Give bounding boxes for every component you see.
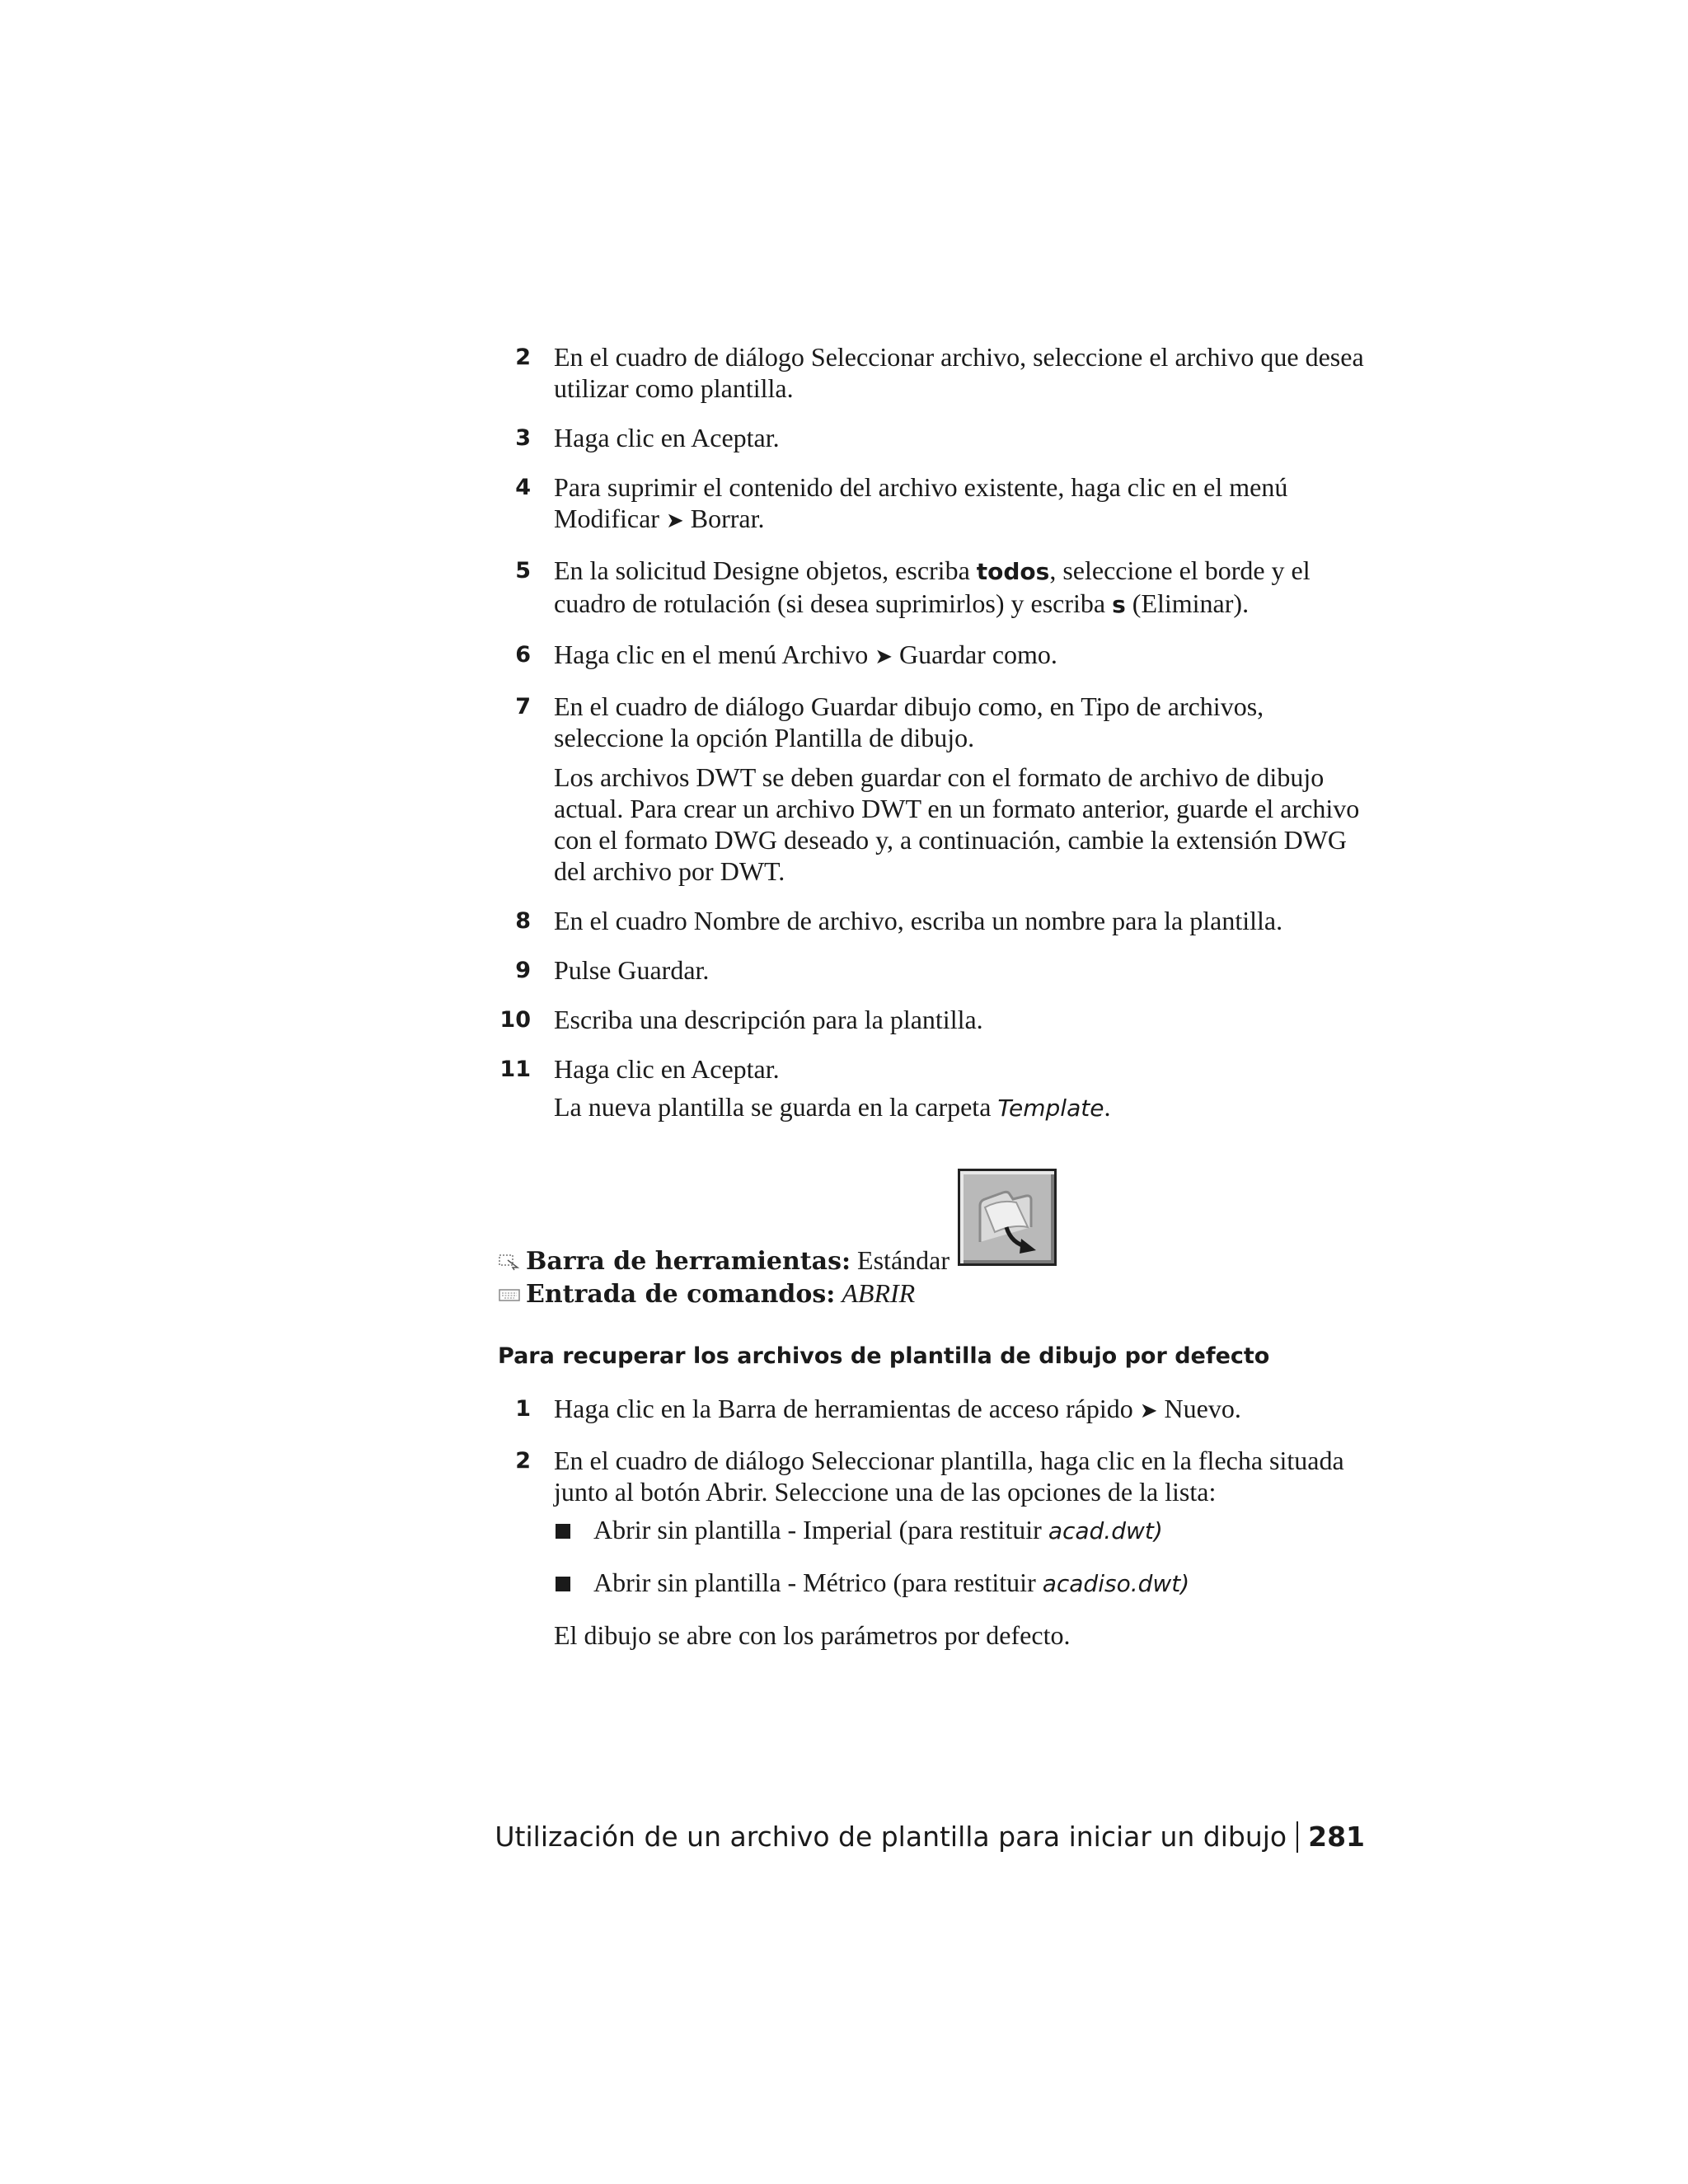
toolbar-icon	[498, 1253, 521, 1271]
step-note: Los archivos DWT se deben guardar con el formato de archivo de dibujo actual. Para crear un archivo DWT en un formato anterior, guarde el archivo con el formato DWG deseado y, a continuación, cambie la extensión DWG del archivo por DWT.	[554, 762, 1360, 886]
step-number: 2	[515, 1448, 531, 1474]
step-number: 4	[515, 475, 531, 500]
step-4	[498, 471, 1372, 537]
step-text: Haga clic en la Barra de herramientas de acceso rápido ➤ Nuevo.	[554, 1394, 1241, 1423]
command-label: Entrada de comandos:	[526, 1280, 836, 1309]
step-10	[498, 1004, 1372, 1035]
open-folder-icon	[967, 1178, 1048, 1257]
command-value: ABRIR	[842, 1278, 916, 1308]
procedure-steps	[498, 341, 1372, 1142]
step-5	[498, 555, 1372, 621]
step-text: En el cuadro de diálogo Seleccionar plantilla, haga clic en la flecha situada junto al botón Abrir. Seleccione una de las opciones de la lista:	[554, 1446, 1344, 1507]
step-text: Haga clic en el menú Archivo ➤ Guardar como.	[554, 640, 1057, 669]
footer-separator	[1296, 1821, 1298, 1853]
step-8	[498, 905, 1372, 936]
step-note: La nueva plantilla se guarda en la carpeta Template.	[554, 1092, 1111, 1122]
step-number: 9	[515, 958, 531, 983]
step-number: 8	[515, 908, 531, 934]
file-name: acadiso.dwt)	[1042, 1570, 1190, 1597]
step-11	[498, 1053, 1372, 1124]
step-text: Haga clic en Aceptar.	[554, 1054, 780, 1084]
restore-steps	[498, 1393, 1372, 1669]
bullet-item: Abrir sin plantilla - Métrico (para restituir acadiso.dwt)	[554, 1567, 1372, 1600]
toolbar-value: Estándar	[857, 1245, 950, 1275]
restore-step-1	[498, 1393, 1372, 1427]
step-text: Para suprimir el contenido del archivo existente, haga clic en el menú Modificar ➤ Borrar.	[554, 472, 1288, 533]
toolbar-access	[498, 1244, 950, 1277]
step-note: El dibujo se abre con los parámetros por defecto.	[554, 1620, 1071, 1650]
keyboard-icon	[498, 1286, 521, 1304]
command-s: s	[1112, 591, 1126, 618]
bullet-square-icon	[556, 1577, 570, 1591]
step-text: En la solicitud Designe objetos, escriba todos, seleccione el borde y el cuadro de rotulación (si desea suprimirlos) y escriba s (Eliminar).	[554, 555, 1311, 618]
toolbar-label: Barra de herramientas:	[526, 1247, 851, 1276]
arrow-icon: ➤	[1139, 1399, 1158, 1423]
step-number: 3	[515, 425, 531, 451]
command-todos: todos	[976, 558, 1050, 585]
access-methods	[498, 1169, 1075, 1317]
step-number: 6	[515, 642, 531, 668]
open-toolbar-button[interactable]	[958, 1169, 1057, 1266]
page-footer	[495, 1820, 1365, 1854]
step-number: 2	[515, 344, 531, 370]
step-number: 7	[515, 694, 531, 719]
step-7	[498, 691, 1372, 887]
page-number: 281	[1308, 1821, 1365, 1853]
step-text: En el cuadro de diálogo Guardar dibujo como, en Tipo de archivos, seleccione la opción Plantilla de dibujo.	[554, 691, 1264, 752]
file-name: acad.dwt)	[1048, 1517, 1163, 1544]
step-number: 1	[515, 1396, 531, 1422]
step-text: Haga clic en Aceptar.	[554, 423, 780, 452]
bullet-square-icon	[556, 1524, 570, 1539]
command-access	[498, 1277, 915, 1310]
bullet-item: Abrir sin plantilla - Imperial (para restituir acad.dwt)	[554, 1514, 1372, 1547]
footer-title: Utilización de un archivo de plantilla para iniciar un dibujo	[495, 1821, 1287, 1853]
step-text: Pulse Guardar.	[554, 955, 710, 985]
step-text: En el cuadro Nombre de archivo, escriba un nombre para la plantilla.	[554, 906, 1283, 935]
step-number: 10	[499, 1007, 531, 1033]
step-number: 5	[515, 558, 531, 583]
step-9	[498, 954, 1372, 986]
step-text: Escriba una descripción para la plantilla.	[554, 1005, 983, 1034]
step-number: 11	[499, 1057, 531, 1082]
step-text: En el cuadro de diálogo Seleccionar archivo, seleccione el archivo que desea utilizar como plantilla.	[554, 342, 1364, 403]
arrow-icon: ➤	[665, 509, 684, 533]
arrow-icon: ➤	[874, 644, 893, 669]
folder-name: Template	[997, 1094, 1104, 1122]
step-6	[498, 639, 1372, 673]
section-heading: Para recuperar los archivos de plantilla de dibujo por defecto	[498, 1343, 1270, 1369]
step-3	[498, 422, 1372, 453]
step-2	[498, 341, 1372, 404]
restore-step-2	[498, 1445, 1372, 1651]
